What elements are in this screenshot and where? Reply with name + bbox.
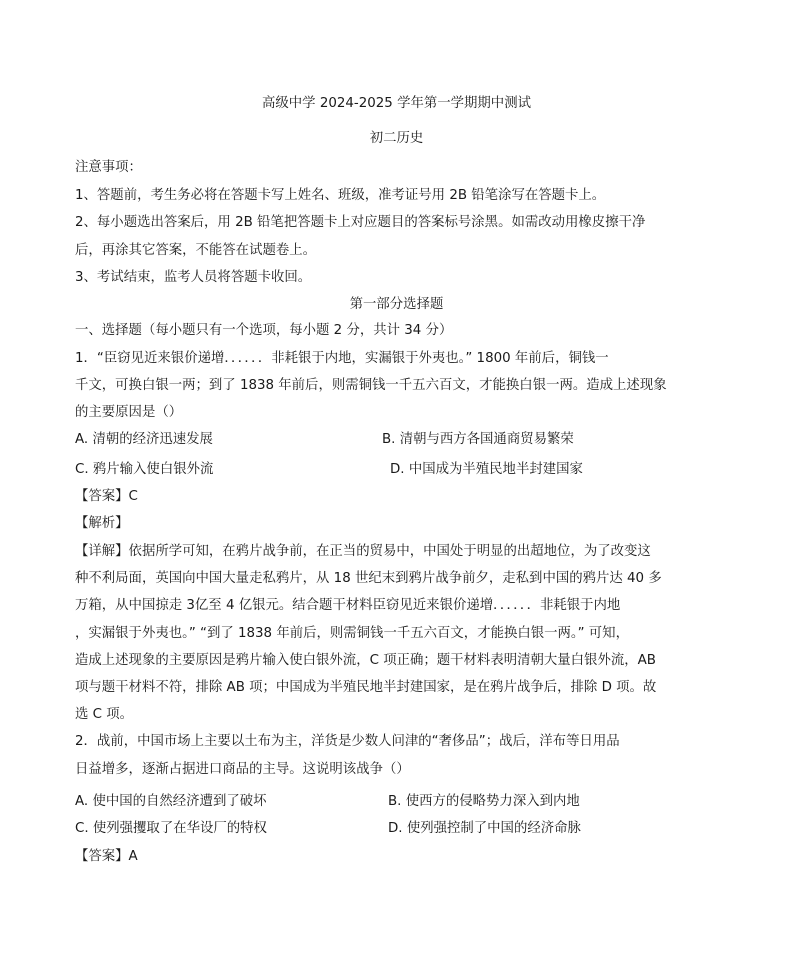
notice-heading: 注意事项：	[75, 160, 142, 175]
q1-stem-line-1: 1．“臣窃见近来银价递增．．．．．．非耗银于内地，实漏银于外夷也。” 1800 年前后，铜钱一	[75, 351, 609, 366]
q2-option-b: B. 使西方的侵略势力深入到内地	[388, 794, 580, 809]
notice-item-2-cont: 后，再涂其它答案，不能答在试题卷上。	[75, 243, 317, 258]
q1-detail-line-7: 选 C 项。	[75, 707, 134, 722]
q1-detail-line-6: 项与题干材料不符，排除 AB 项；中国成为半殖民地半封建国家，是在鸦片战争后，排除 D 项。故	[75, 680, 657, 695]
q1-detail-line-2: 种不利局面，英国向中国大量走私鸦片，从 18 世纪末到鸦片战争前夕，走私到中国的鸦片达 40 多	[75, 571, 662, 586]
exam-title: 高级中学 2024-2025 学年第一学期期中测试	[262, 96, 531, 111]
q1-option-a: A. 清朝的经济迅速发展	[75, 432, 213, 447]
q1-answer: 【答案】C	[75, 489, 138, 504]
notice-item-1: 1、答题前，考生务必将在答题卡写上姓名、班级，准考证号用 2B 铅笔涂写在答题卡上。	[75, 188, 606, 203]
q1-option-b: B. 清朝与西方各国通商贸易繁荣	[382, 432, 574, 447]
q1-option-d: D. 中国成为半殖民地半封建国家	[390, 462, 583, 477]
q1-stem-line-2: 千文，可换白银一两；到了 1838 年前后，则需铜钱一千五六百文，才能换白银一两。造成上述现象	[75, 378, 667, 393]
part-title: 第一部分选择题	[349, 297, 444, 312]
q2-option-c: C. 使列强攫取了在华设厂的特权	[75, 821, 267, 836]
notice-item-2: 2、每小题选出答案后，用 2B 铅笔把答题卡上对应题目的答案标号涂黑。如需改动用橡皮擦干净	[75, 215, 646, 230]
section-instruction: 一、选择题（每小题只有一个选项，每小题 2 分，共计 34 分）	[75, 323, 453, 338]
q1-detail-line-3: 万箱，从中国掠走 3亿至 4 亿银元。结合题干材料臣窃见近来银价递增．．．．．．非耗银于内地	[75, 598, 621, 613]
q1-stem-line-3: 的主要原因是（）	[75, 405, 183, 420]
exam-subject: 初二历史	[369, 131, 424, 146]
notice-item-3: 3、考试结束，监考人员将答题卡收回。	[75, 270, 312, 285]
q2-stem-line-2: 日益增多，逐渐占据进口商品的主导。这说明该战争（）	[75, 762, 410, 777]
q1-analysis-label: 【解析】	[75, 516, 129, 531]
q1-option-c: C. 鸦片输入使白银外流	[75, 462, 214, 477]
q2-option-d: D. 使列强控制了中国的经济命脉	[388, 821, 581, 836]
q2-option-a: A. 使中国的自然经济遭到了破坏	[75, 794, 267, 809]
q1-detail-line-5: 造成上述现象的主要原因是鸦片输入使白银外流，C 项正确；题干材料表明清朝大量白银外流，AB	[75, 653, 656, 668]
q1-detail-line-4: ，实漏银于外夷也。” “到了 1838 年前后，则需铜钱一千五六百文，才能换白银一两。” 可知，	[75, 626, 629, 641]
q2-answer: 【答案】A	[75, 849, 138, 864]
q1-detail-line-1: 【详解】依据所学可知，在鸦片战争前，在正当的贸易中，中国处于明显的出超地位，为了改变这	[75, 544, 651, 559]
q2-stem-line-1: 2．战前，中国市场上主要以土布为主，洋货是少数人问津的“奢侈品”；战后，洋布等日用品	[75, 734, 620, 749]
